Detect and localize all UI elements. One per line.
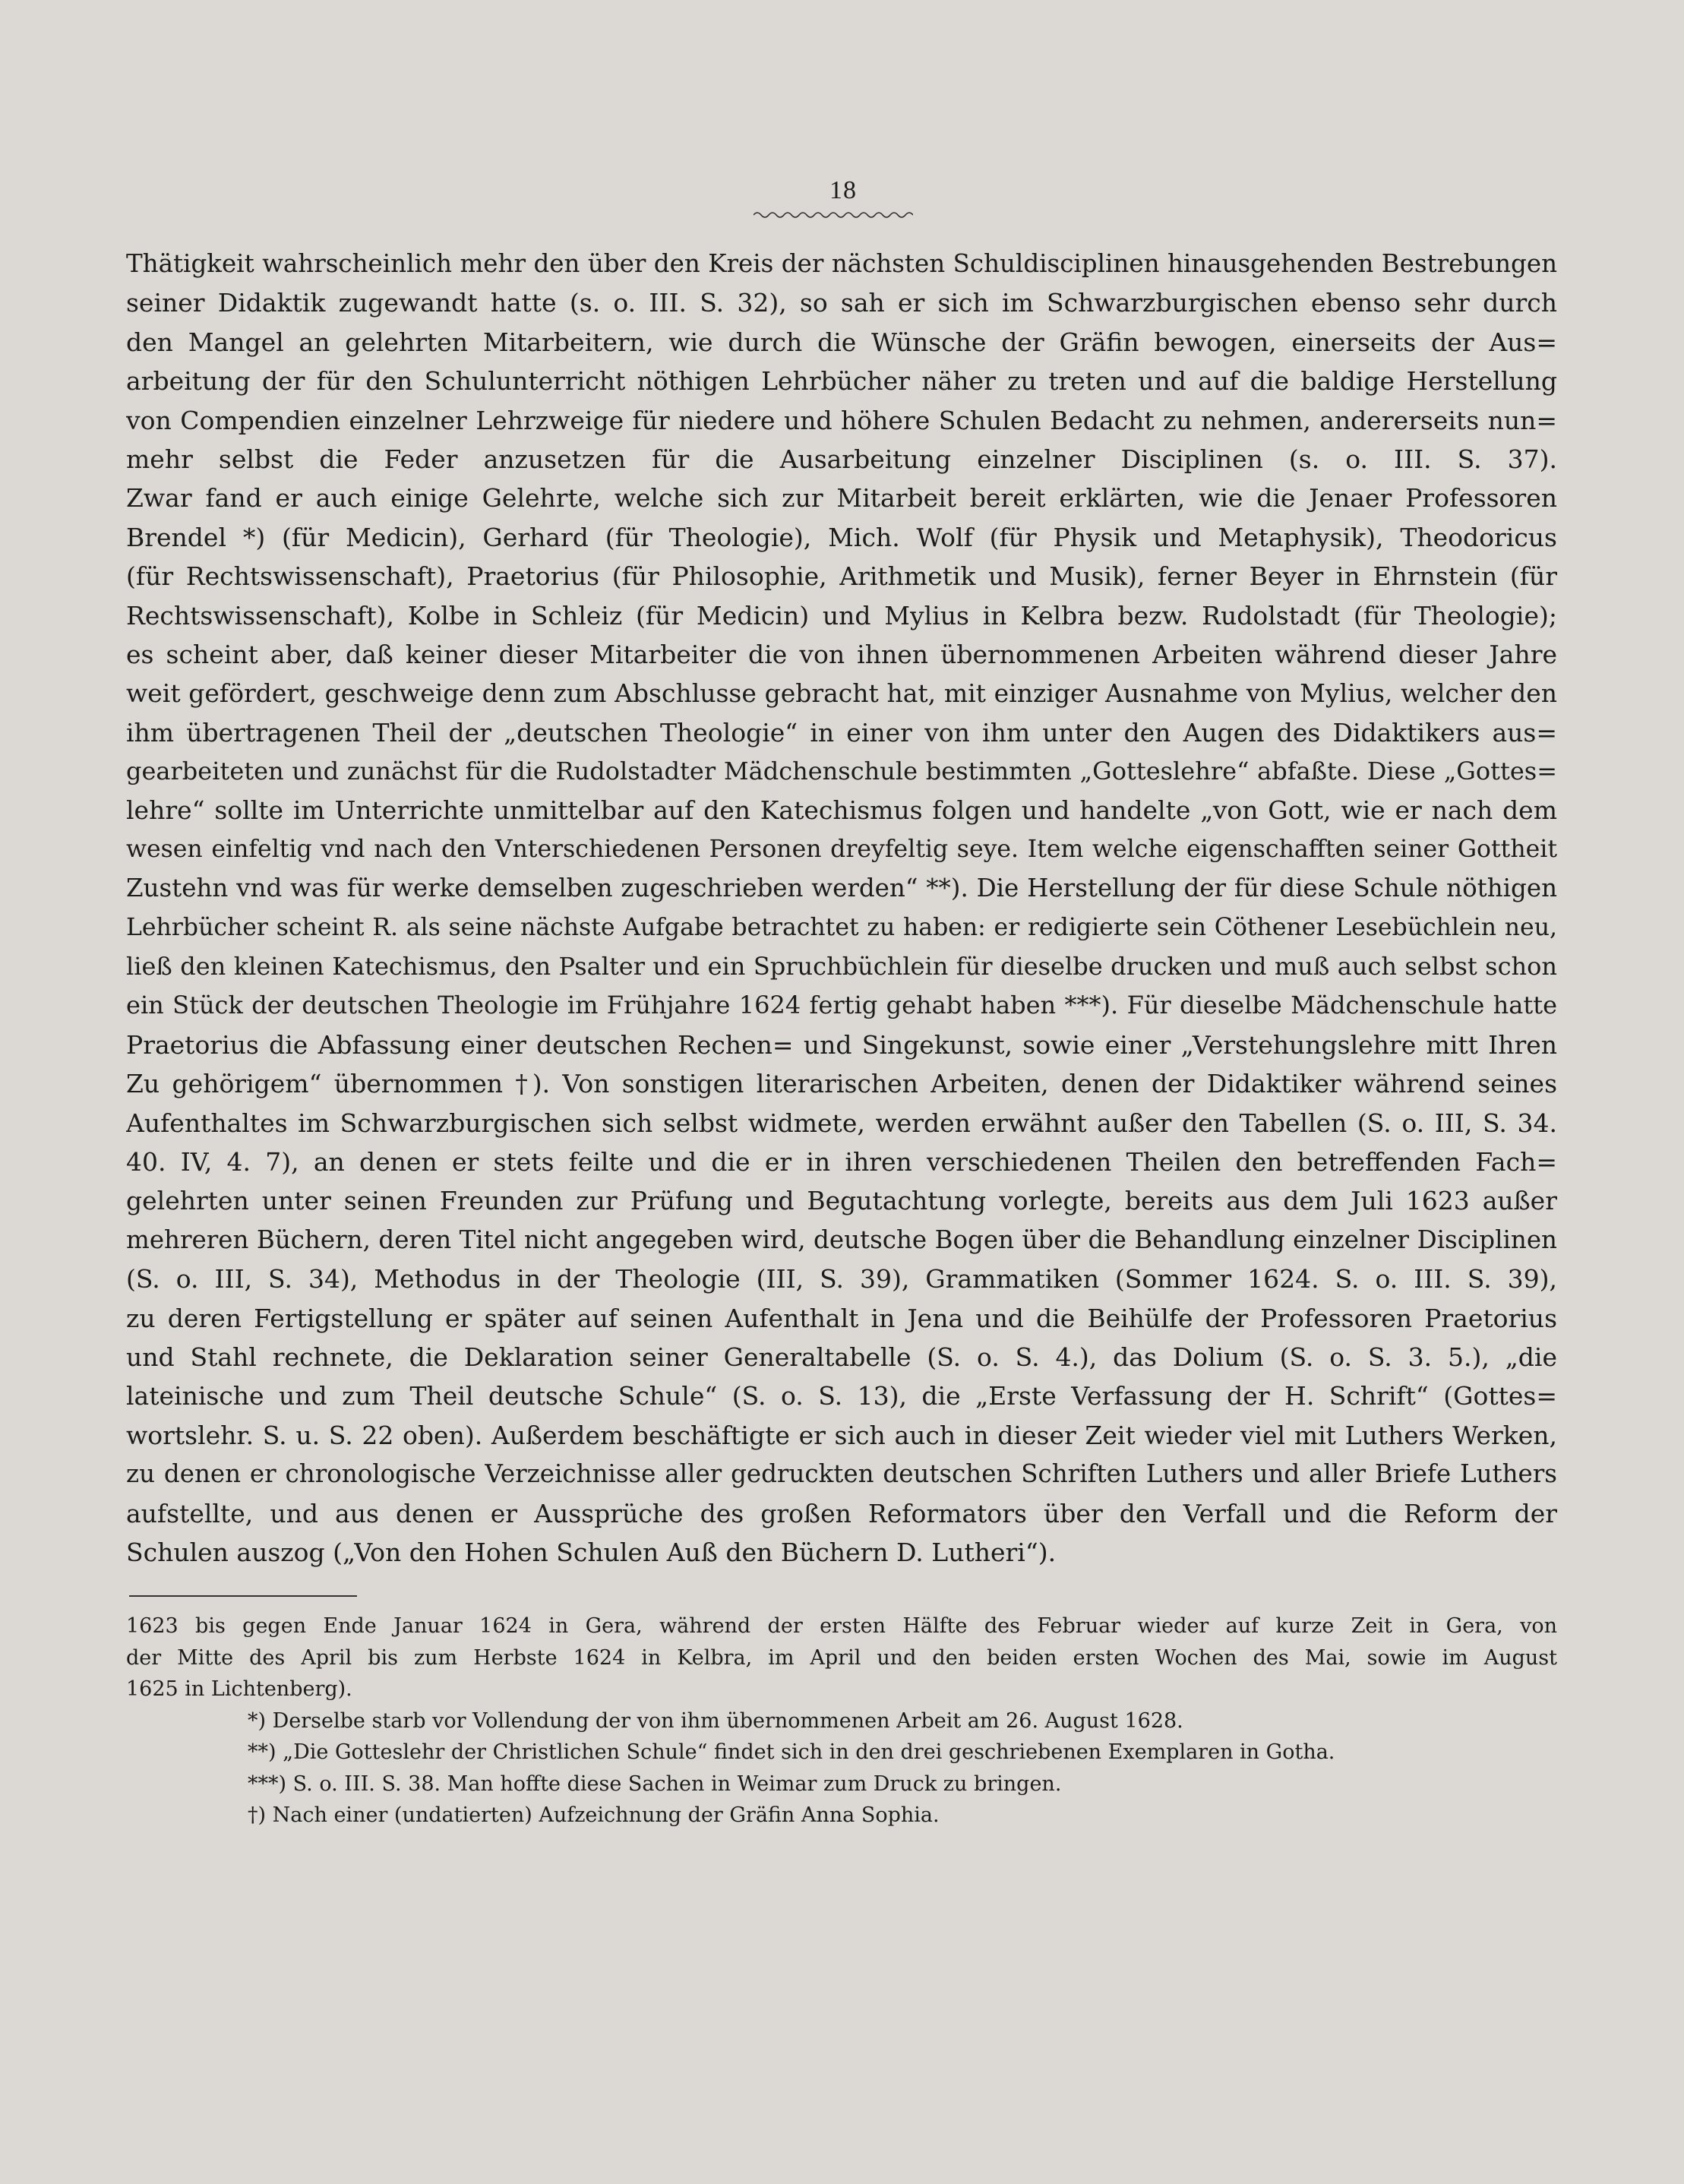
text-line: wesen einfeltig vnd nach den Vnterschiedenen Personen dreyfeltig seye. Item welche eigenschafften seiner Gottheit <box>126 835 1557 863</box>
text-line: Lehrbücher scheint R. als seine nächste Aufgabe betrachtet zu haben: er redigierte sein Cöthener Lesebüchlein neu, <box>126 913 1557 941</box>
footnote <box>126 1737 1557 1768</box>
text-line: lehre“ sollte im Unterrichte unmittelbar auf den Katechismus folgen und handelte „von Gott, wie er nach dem <box>126 795 1557 826</box>
text-line: ein Stück der deutschen Theologie im Frühjahre 1624 fertig gehabt haben ***). Für dieselbe Mädchenschule hatte <box>126 991 1557 1020</box>
text-line: Aufenthaltes im Schwarzburgischen sich selbst widmete, werden erwähnt außer den Tabellen (S. o. III, S. 34. <box>126 1108 1557 1138</box>
text-line: es scheint aber, daß keiner dieser Mitarbeiter die von ihnen übernommenen Arbeiten während dieser Jahre <box>126 639 1557 669</box>
footnote-mark: ***) <box>248 1772 287 1796</box>
footnote-text: Nach einer (undatierten) Aufzeichnung der Gräfin Anna Sophia. <box>272 1803 940 1827</box>
footnote-divider <box>129 1595 357 1597</box>
text-line: ließ den kleinen Katechismus, den Psalter und ein Spruchbüchlein für dieselbe drucken und muß auch selbst schon <box>126 952 1557 981</box>
text-line: zu deren Fertigstellung er später auf seinen Aufenthalt in Jena und die Beihülfe der Professoren Praetorius <box>126 1303 1557 1333</box>
footnote-continuation-line: der Mitte des April bis zum Herbste 1624 in Kelbra, im April und den beiden ersten Wochen des Mai, sowie im August <box>126 1645 1557 1670</box>
text-line: mehreren Büchern, deren Titel nicht angegeben wird, deutsche Bogen über die Behandlung einzelner Disciplinen <box>126 1225 1557 1254</box>
text-line: zu denen er chronologische Verzeichnisse aller gedruckten deutschen Schriften Luthers und aller Briefe Luthers <box>126 1459 1557 1489</box>
text-line: Zustehn vnd was für werke demselben zugeschrieben werden“ **). Die Herstellung der für diese Schule nöthigen <box>126 874 1557 903</box>
footnote-mark: **) <box>248 1740 276 1764</box>
footnote-list <box>126 1705 1557 1832</box>
text-line: 40. IV, 4. 7), an denen er stets feilte und die er in ihren verschiedenen Theilen den betreffenden Fach= <box>126 1146 1557 1177</box>
text-line: Thätigkeit wahrscheinlich mehr den über den Kreis der nächsten Schuldisciplinen hinausgehenden Bestrebungen <box>126 249 1557 278</box>
text-line: Praetorius die Abfassung einer deutschen Rechen= und Singekunst, sowie einer „Verstehungslehre mitt Ihren <box>126 1029 1557 1060</box>
footnote-continuation-line: 1623 bis gegen Ende Januar 1624 in Gera, während der ersten Hälfte des Februar wieder auf kurze Zeit in Gera, von <box>126 1614 1557 1638</box>
text-line: Rechtswissenschaft), Kolbe in Schleiz (für Medicin) und Mylius in Kelbra bezw. Rudolstadt (für Theologie); <box>126 600 1557 631</box>
text-line: und Stahl rechnete, die Deklaration seiner Generaltabelle (S. o. S. 4.), das Dolium (S. o. S. 3. 5.), „die <box>126 1342 1557 1372</box>
footnote-text: „Die Gotteslehr der Christlichen Schule“ findet sich in den drei geschriebenen Exemplaren in Gotha. <box>283 1740 1335 1764</box>
text-line: wortslehr. S. u. S. 22 oben). Außerdem beschäftigte er sich auch in dieser Zeit wieder viel mit Luthers Werken, <box>126 1420 1557 1450</box>
footnote-continuation-line: 1625 in Lichtenberg). <box>126 1677 352 1701</box>
text-line: Zwar fand er auch einige Gelehrte, welche sich zur Mitarbeit bereit erklärten, wie die Jenaer Professoren <box>126 483 1557 514</box>
footnote-text: Derselbe starb vor Vollendung der von ihm übernommenen Arbeit am 26. August 1628. <box>272 1708 1183 1733</box>
footnote-text: S. o. III. S. 38. Man hoffte diese Sachen in Weimar zum Druck zu bringen. <box>292 1772 1062 1796</box>
text-line: seiner Didaktik zugewandt hatte (s. o. III. S. 32), so sah er sich im Schwarzburgischen ebenso sehr durch <box>126 288 1557 318</box>
text-line: Brendel *) (für Medicin), Gerhard (für Theologie), Mich. Wolf (für Physik und Metaphysik), Theodoricus <box>126 522 1557 552</box>
text-line: arbeitung der für den Schulunterricht nöthigen Lehrbücher näher zu treten und auf die baldige Herstellung <box>126 366 1557 397</box>
text-line: lateinische und zum Theil deutsche Schule“ (S. o. S. 13), die „Erste Verfassung der H. Schrift“ (Gottes= <box>126 1381 1557 1411</box>
text-line: gelehrten unter seinen Freunden zur Prüfung und Begutachtung vorlegte, bereits aus dem Juli 1623 außer <box>126 1186 1557 1216</box>
footnote-mark: *) <box>248 1708 267 1733</box>
footnote <box>126 1705 1557 1737</box>
footnotes-block <box>126 1610 1557 1832</box>
text-line: mehr selbst die Feder anzusetzen für die Ausarbeitung einzelner Disciplinen (s. o. III. S. 37). <box>126 444 1557 474</box>
text-line: Zu gehörigem“ übernommen †). Von sonstigen literarischen Arbeiten, denen der Didaktiker während seines <box>126 1069 1557 1099</box>
text-line: von Compendien einzelner Lehrzweige für niedere und höhere Schulen Bedacht zu nehmen, andererseits nun= <box>126 405 1557 435</box>
text-line: Schulen auszog („Von den Hohen Schulen Auß den Büchern D. Lutheri“). <box>126 1537 1057 1567</box>
footnote <box>126 1768 1557 1800</box>
footnote-continuation <box>126 1610 1557 1705</box>
page-number: 18 <box>829 176 857 204</box>
page-number-ornament <box>754 210 913 220</box>
text-line: ihm übertragenen Theil der „deutschen Theologie“ in einer von ihm unter den Augen des Didaktikers aus= <box>126 717 1557 747</box>
text-line: (für Rechtswissenschaft), Praetorius (für Philosophie, Arithmetik und Musik), ferner Beyer in Ehrnstein (für <box>126 561 1557 592</box>
text-line: den Mangel an gelehrten Mitarbeitern, wie durch die Wünsche der Gräfin bewogen, einerseits der Aus= <box>126 327 1557 357</box>
footnote-mark: †) <box>248 1803 267 1827</box>
main-text-block <box>126 245 1557 1572</box>
text-line: aufstellte, und aus denen er Aussprüche des großen Reformators über den Verfall und die Reform der <box>126 1498 1557 1528</box>
text-line: gearbeiteten und zunächst für die Rudolstadter Mädchenschule bestimmten „Gotteslehre“ abfaßte. Diese „Gottes= <box>126 757 1557 786</box>
text-line: weit gefördert, geschweige denn zum Abschlusse gebracht hat, mit einziger Ausnahme von Mylius, welcher den <box>126 678 1557 709</box>
footnote <box>126 1800 1557 1832</box>
text-line: (S. o. III, S. 34), Methodus in der Theologie (III, S. 39), Grammatiken (Sommer 1624. S. o. III. S. 39), <box>126 1264 1557 1294</box>
